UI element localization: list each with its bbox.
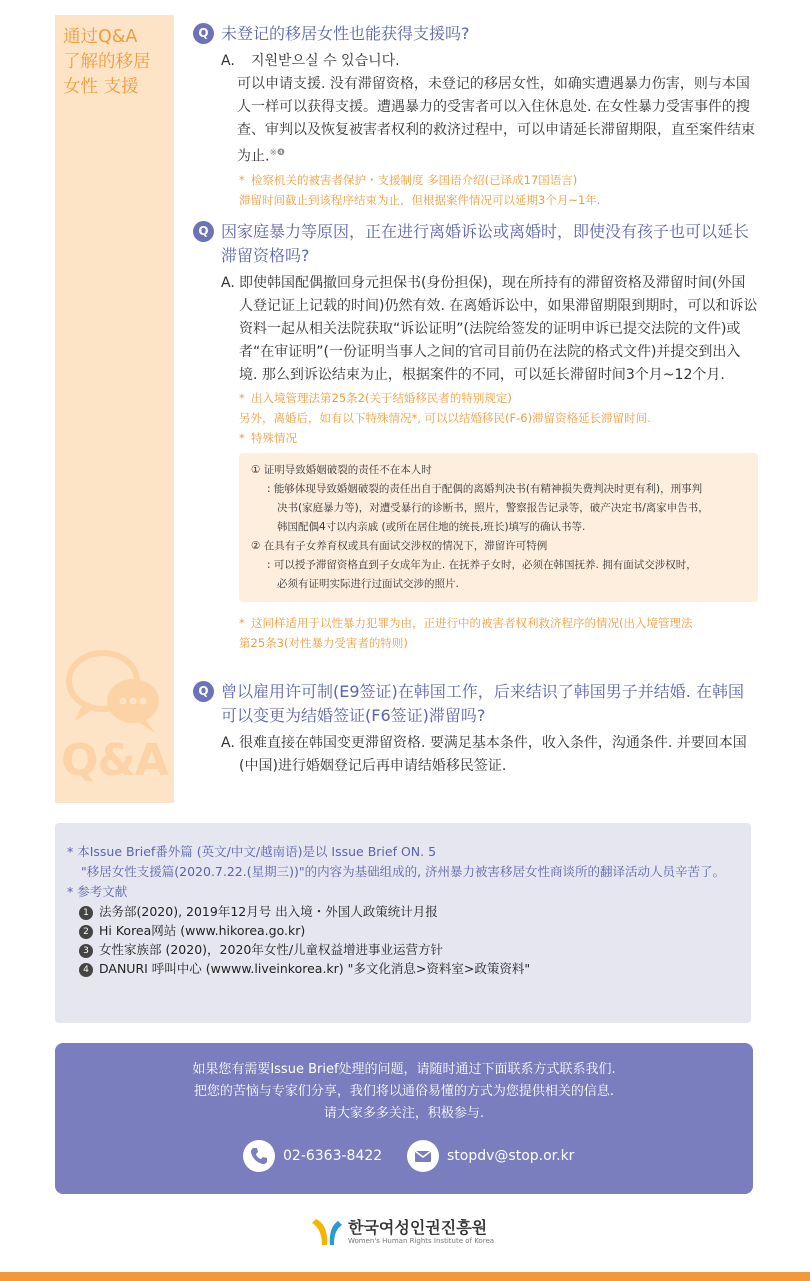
answer-row [193,732,758,778]
email-address[interactable]: stopdv@stop.or.kr [447,1148,575,1164]
sidebar-title: 通过Q&A 了解的移居 女性 支援 [63,27,151,97]
note: 滞留时间截止到该程序结束为止，但根据案件情况可以延期3个月~1年. [239,192,601,207]
answer-row [193,50,758,209]
answer-mark: A. [221,275,235,291]
note: * 检察机关的被害者保护・支援制度 多国语介绍(已译成17国语言) [239,172,578,187]
sidebar [55,15,174,803]
qa-item-3 [193,680,758,778]
ref-item: 1 法务部(2020), 2019年12月号 出入境・外国人政策统计月报 [67,902,747,921]
sidebar-watermark: Q&A [61,735,168,786]
mail-icon [407,1140,439,1172]
footer-bar [0,1272,810,1281]
answer-mark: A. [221,735,235,751]
ref-item: 4 DANURI 呼叫中心 (wwww.liveinkorea.kr) "多文化消息>资料室>政策资料" [67,959,747,978]
question-text: 因家庭暴力等原因，正在进行离婚诉讼或离婚时，即使没有孩子也可以延长滞留资格吗? [221,222,750,265]
answer-mark: A. [221,53,235,69]
refs-heading: * 参考文献 [67,884,128,899]
box-item-line: 必须有证明实际进行过面试交涉的照片. [277,578,459,590]
qa-item-1 [193,22,758,209]
box-item-title: ① 证明导致婚姻破裂的责任不在本人时 [251,464,432,476]
contact-panel [55,1043,753,1194]
phone-number[interactable]: 02-6363-8422 [283,1148,383,1164]
box-item-line: : 可以授予滞留资格直到子女成年为止. 在抚养子女时，必须在韩国抚养. 拥有面试交涉权时， [267,559,697,571]
refs-note-detail: "移居女性支援篇(2020.7.22.(星期三))"的内容为基础组成的, 济州暴力被害移居女性商谈所的翻译活动人员辛苦了。 [81,864,726,879]
note: * 这同样适用于以性暴力犯罪为由，正进行中的被害者权利救济程序的情况(出入境管理法 [239,616,693,630]
contact-line: 请大家多多关注，积极参与. [323,1106,485,1121]
email-contact[interactable] [407,1139,574,1173]
answer-body: 可以申请支援. 没有滞留资格，未登记的移居女性，如确实遭遇暴力伤害，则与本国人一样可以获得支援。遭遇暴力的受害者可以入住休息处. 在女性暴力受害事件的搜查、审判以及恢复被害者权利的救济过程中，可以申请延长滞留期限，直至案件结束为止.$^{※❹}$ [237,76,755,165]
logo [308,1213,508,1253]
question-row [193,680,758,728]
contact-line: 如果您有需要Issue Brief处理的问题，请随时通过下面联系方式联系我们. [192,1062,616,1077]
note: 第25条3(对性暴力受害者的特则) [239,636,408,650]
qa-item-2 [193,220,758,652]
note: 另外，离婚后，如有以下特殊情况*, 可以以结婚移民(F-6)滞留资格延长滞留时间. [239,411,651,425]
answer-body: 即使韩国配偶撤回身元担保书(身份担保)，现在所持有的滞留资格及滞留时间(外国人登记证上记载的时间)仍然有效. 在离婚诉讼中，如果滞留期限到期时，可以和诉讼资料一起从相关法院获取“诉讼证明”(法院给签发的证明申诉已提交法院的文件)或者“在审证明”(一份证明当事人之间的官司目前仍在法院的格式文件)并提交到出入境. 那么到诉讼结束为止，根据案件的不同，可以延长滞留时间3个月~12个月. [239,275,758,383]
ref-item: 3 女性家族部 (2020)，2020年女性/儿童权益增进事业运营方针 [67,940,747,959]
question-text: 未登记的移居女性也能获得支援吗? [221,24,470,43]
contact-line: 把您的苦恼与专家们分享，我们将以通俗易懂的方式为您提供相关的信息. [193,1084,615,1099]
box-item-line: 韩国配偶4寸以内亲戚 (或所在居住地的统長,班长)填写的确认书等. [277,521,586,533]
answer-first-line: 지원받으실 수 있습니다. [251,53,400,69]
q-icon: Q [193,681,214,702]
q-icon: Q [193,221,214,242]
special-cases-box [239,453,758,602]
question-row [193,22,758,46]
note: * 出入境管理法第25条2(关于结婚移民者的特别规定) [239,391,512,405]
question-row [193,220,758,268]
phone-icon [243,1140,275,1172]
chat-bubbles-icon [65,645,165,740]
ref-item: 2 Hi Korea网站 (www.hikorea.go.kr) [67,921,747,940]
footnote-ref: ※❹ [269,148,286,158]
box-item-line: 决书(家庭暴力等)，对遭受暴行的诊断书，照片，警察报告记录等，破产决定书/离家申告书， [277,502,709,514]
phone-contact[interactable] [243,1139,382,1173]
answer-body: 很难直接在韩国变更滞留资格. 要满足基本条件，收入条件，沟通条件. 并要回本国(中国)进行婚姻登记后再申请结婚移民签证. [239,735,747,774]
logo-mark-icon [310,1215,344,1249]
box-item-line: : 能够体现导致婚姻破裂的责任出自于配偶的离婚判决书(有精神损失费判决时更有利)，刑事判 [267,483,703,495]
question-text: 曾以雇用许可制(E9签证)在韩国工作，后来结识了韩国男子并结婚. 在韩国可以变更为结婚签证(F6签证)滞留吗? [221,682,744,725]
q-icon: Q [193,23,214,44]
logo-name-en: Women's Human Rights Institute of Korea [348,1237,495,1245]
box-item-title: ② 在具有子女养育权或具有面试交涉权的情况下，滞留许可特例 [251,540,548,552]
note: * 特殊情况 [239,431,297,445]
logo-name-kr: 한국여성인권진흥원 [348,1218,488,1237]
references-box [55,823,751,1023]
answer-row [193,272,758,652]
refs-note: * 本Issue Brief番外篇 (英文/中文/越南语)是以 Issue Brief ON. 5 [67,844,437,859]
